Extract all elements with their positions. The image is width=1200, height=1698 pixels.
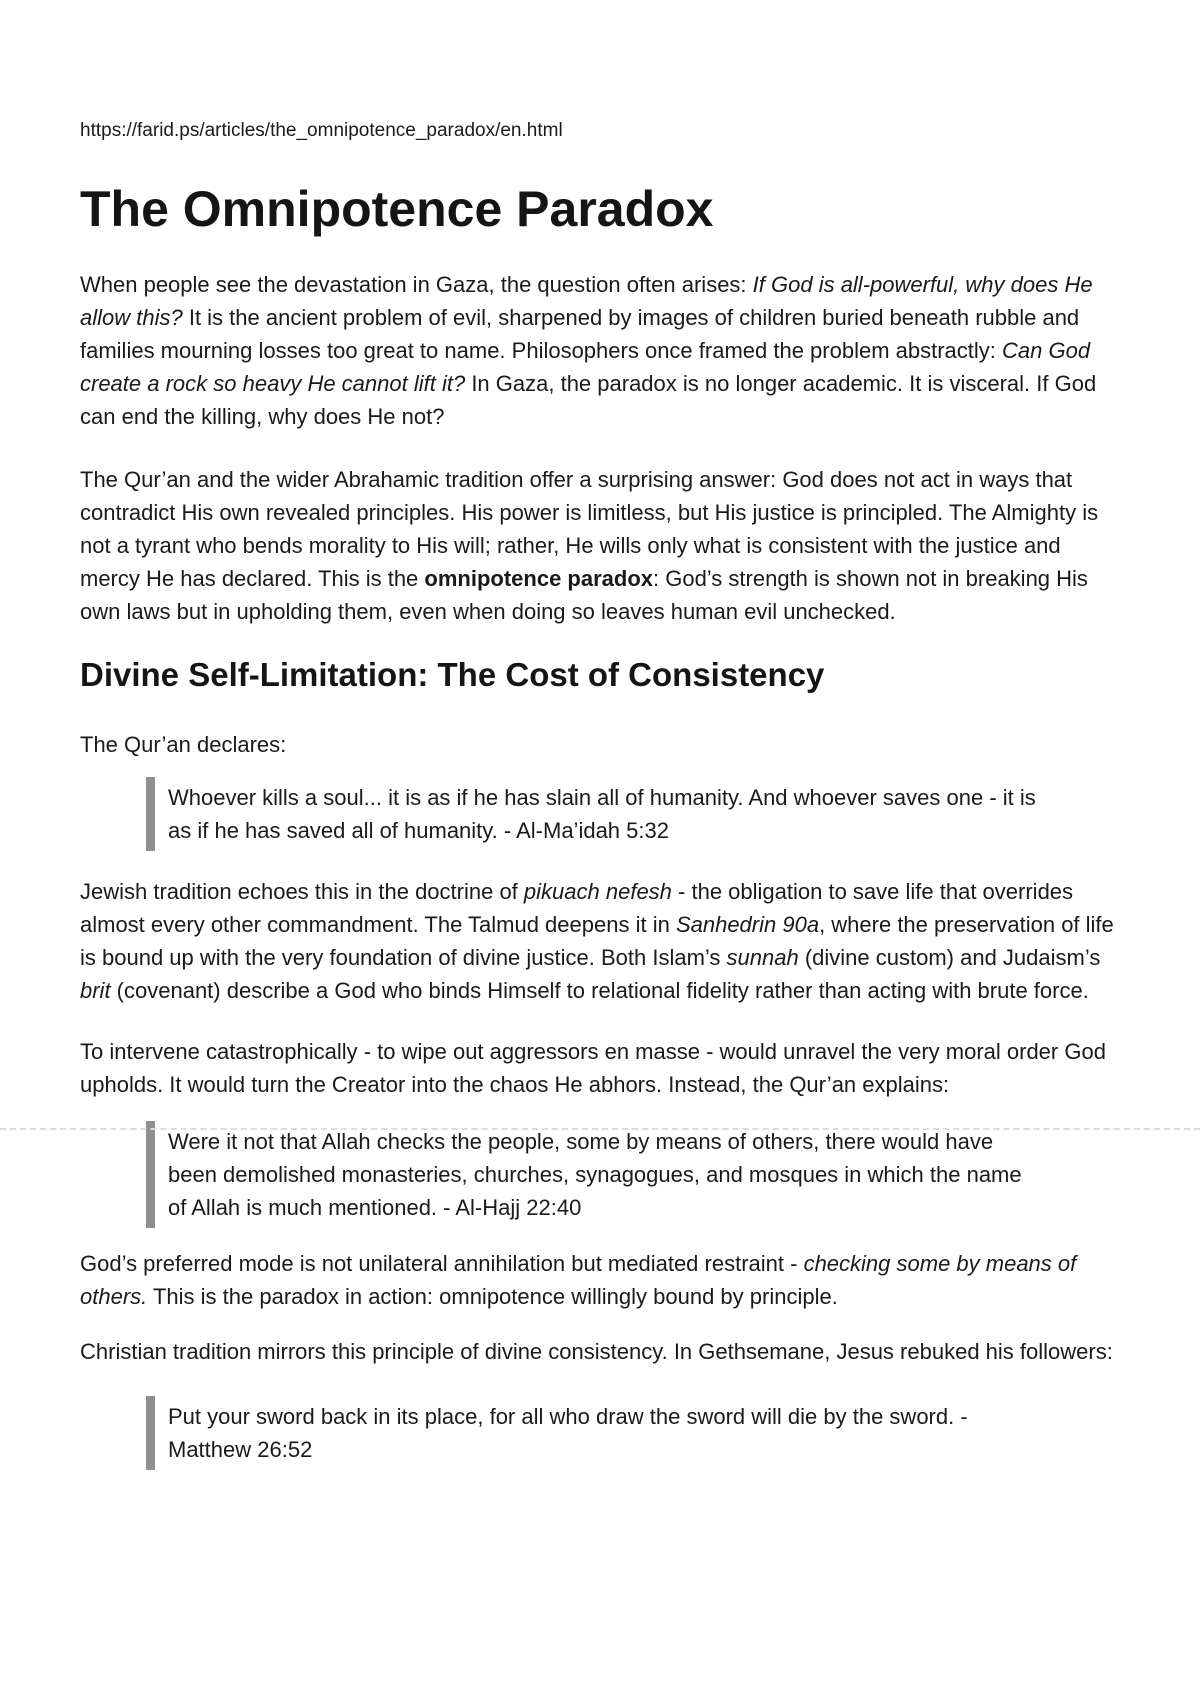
text-run: , where the preservation of life is bound up with the very foundation of divine justice. Both Islam’s: [80, 912, 1114, 970]
text-run: The Qur’an and the wider Abrahamic tradition offer a surprising answer: God does not act in ways that contradict His own revealed principles. His power is limitless, but His justice is principled. The Almighty is not a tyrant who bends morality to His will; rather, He wills only what is consistent with the justice and mercy He has declared. This is the: [80, 467, 1099, 591]
italic-run: If God is all-powerful, why does He allow this?: [80, 272, 1093, 330]
text-run: This is the paradox in action: omnipotence willingly bound by principle.: [147, 1284, 838, 1309]
italic-run: Can God create a rock so heavy He cannot lift it?: [80, 338, 1091, 396]
italic-run: sunnah: [726, 945, 799, 970]
text-run: When people see the devastation in Gaza, the question often arises:: [80, 272, 753, 297]
text-run: (covenant) describe a God who binds Himself to relational fidelity rather than acting with brute force.: [110, 978, 1089, 1003]
italic-run: checking some by means of others.: [80, 1251, 1077, 1309]
text-run: In Gaza, the paradox is no longer academic. It is visceral. If God can end the killing, why does He not?: [80, 371, 1097, 429]
paragraph-declares: The Qur’an declares:: [80, 732, 287, 757]
text-run: Jewish tradition echoes this in the doctrine of: [80, 879, 524, 904]
source-url: https://farid.ps/articles/the_omnipotence_paradox/en.html: [80, 120, 563, 141]
paragraph-intro: [80, 268, 1120, 433]
paragraph-intervene: To intervene catastrophically - to wipe out aggressors en masse - would unravel the very moral order God upholds. It would turn the Creator into the chaos He abhors. Instead, the Qur’an explains:: [80, 1039, 1106, 1097]
quote-matthew: Put your sword back in its place, for all who draw the sword will die by the sword. - Matthew 26:52: [146, 1396, 1040, 1470]
italic-run: Sanhedrin 90a: [675, 912, 820, 937]
text-run: God’s preferred mode is not unilateral annihilation but mediated restraint -: [80, 1251, 804, 1276]
quote-al-hajj: Were it not that Allah checks the people, some by means of others, there would have been demolished monasteries, churches, synagogues, and mosques in which the name of Allah is much mentioned. - Al-Hajj 22:40: [146, 1121, 1040, 1228]
section-heading: Divine Self-Limitation: The Cost of Consistency: [80, 656, 825, 693]
page-title: The Omnipotence Paradox: [80, 181, 714, 237]
text-run: (divine custom) and Judaism’s: [798, 945, 1101, 970]
italic-run: brit: [80, 978, 111, 1003]
paragraph-christian: Christian tradition mirrors this principle of divine consistency. In Gethsemane, Jesus rebuked his followers:: [80, 1339, 1113, 1364]
bold-run: omnipotence paradox: [424, 566, 653, 591]
text-run: : God’s strength is shown not in breaking His own laws but in upholding them, even when doing so leaves human evil unchecked.: [80, 566, 1088, 624]
text-run: - the obligation to save life that overrides almost every other commandment. The Talmud deepens it in: [80, 879, 1074, 937]
paragraph-preferred: [80, 1247, 1120, 1313]
paragraph-jewish: [80, 875, 1120, 1007]
paragraph-answer: [80, 463, 1120, 628]
italic-run: pikuach nefesh: [523, 879, 672, 904]
quote-al-maidah: Whoever kills a soul... it is as if he has slain all of humanity. And whoever saves one - it is as if he has saved all of humanity. - Al-Ma’idah 5:32: [146, 777, 1040, 851]
text-run: It is the ancient problem of evil, sharpened by images of children buried beneath rubble and families mourning losses too great to name. Philosophers once framed the problem abstractly:: [80, 305, 1080, 363]
